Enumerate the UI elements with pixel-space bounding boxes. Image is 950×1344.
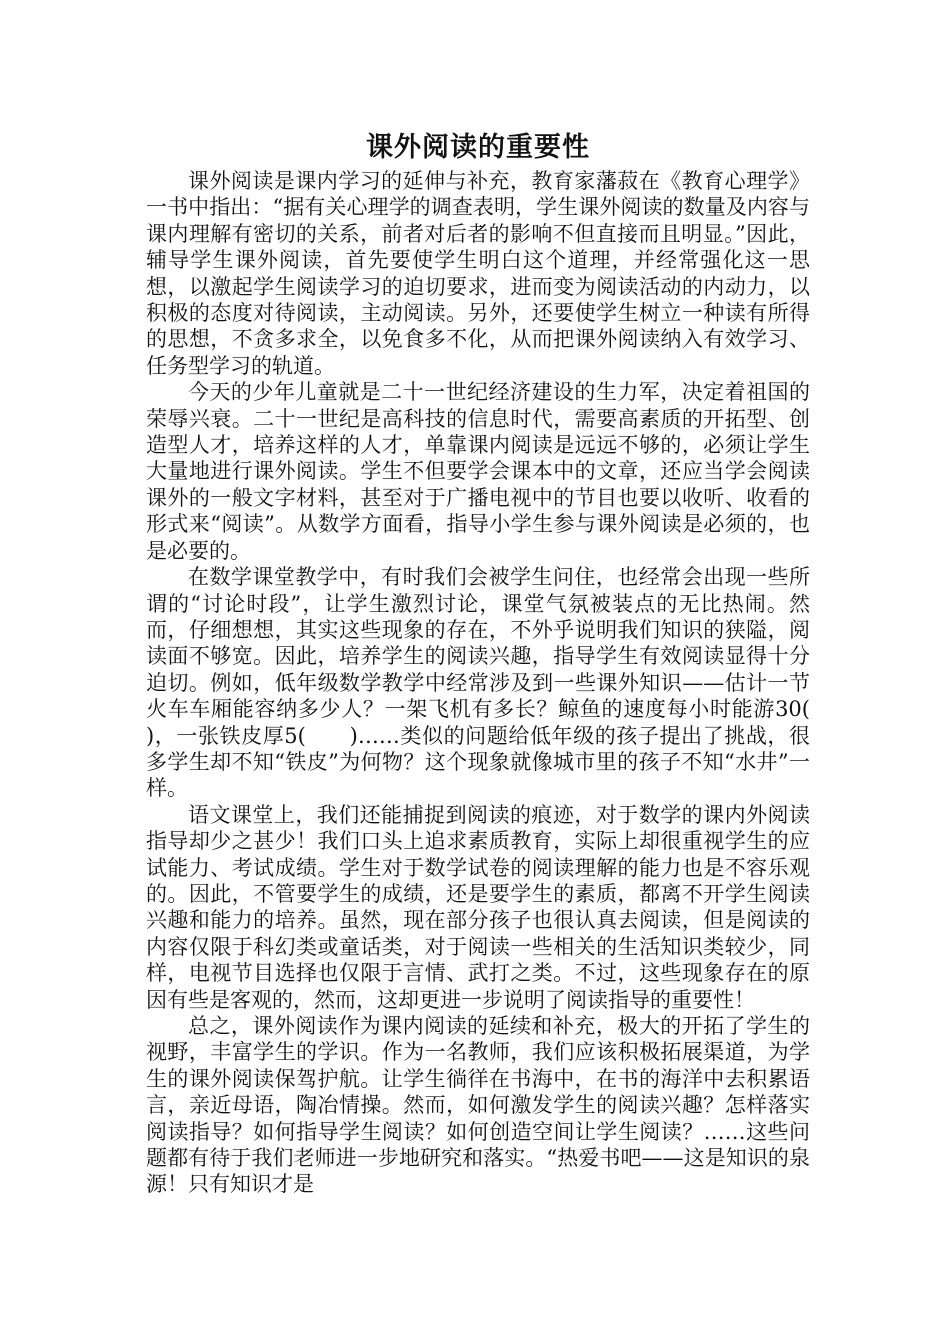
paragraph-1: 课外阅读是课内学习的延伸与补充，教育家藩菽在《教育心理学》一书中指出：“据有关心理学的调查表明，学生课外阅读的数量及内容与课内理解有密切的关系，前者对后者的影响不但直接而且明显。”因此，辅导学生课外阅读，首先要使学生明白这个道理，并经常强化这一思想，以激起学生阅读学习的迫切要求，进而变为阅读活动的内动力，以积极的态度对待阅读，主动阅读。另外，还要使学生树立一种读有所得的思想，不贪多求全，以免食多不化，从而把课外阅读纳入有效学习、任务型学习的轨道。 — [146, 169, 810, 378]
paragraph-4: 语文课堂上，我们还能捕捉到阅读的痕迹，对于数学的课内外阅读指导却少之甚少！我们口头上追求素质教育，实际上却很重视学生的应试能力、考试成绩。学生对于数学试卷的阅读理解的能力也是不容乐观的。因此，不管要学生的成绩，还是要学生的素质，都离不开学生阅读兴趣和能力的培养。虽然，现在部分孩子也很认真去阅读，但是阅读的内容仅限于科幻类或童话类，对于阅读一些相关的生活知识类较少，同样，电视节目选择也仅限于言情、武打之类。不过，这些现象存在的原因有些是客观的，然而，这却更进一步说明了阅读指导的重要性！ — [146, 802, 810, 1012]
document-title: 课外阅读的重要性 — [366, 132, 590, 163]
paragraph-2: 今天的少年儿童就是二十一世纪经济建设的生力军，决定着祖国的荣辱兴衰。二十一世纪是高科技的信息时代，需要高素质的开拓型、创造型人才，培养这样的人才，单靠课内阅读是远远不够的，必须让学生大量地进行课外阅读。学生不但要学会课本中的文章，还应当学会阅读课外的一般文字材料，甚至对于广播电视中的节目也要以收听、收看的形式来“阅读”。从数学方面看，指导小学生参与课外阅读是必须的，也是必要的。 — [146, 380, 810, 563]
paragraph-3: 在数学课堂教学中，有时我们会被学生问住，也经常会出现一些所谓的“讨论时段”，让学生激烈讨论，课堂气氛被装点的无比热闹。然而，仔细想想，其实这些现象的存在，不外乎说明我们知识的狭隘，阅读面不够宽。因此，培养学生的阅读兴趣，指导学生有效阅读显得十分迫切。例如，低年级数学教学中经常涉及到一些课外知识——估计一节火车车厢能容纳多少人？一架飞机有多长？鲸鱼的速度每小时能游30( )，一张铁皮厚5( )……类似的问题给低年级的孩子提出了挑战，很多学生却不知“铁皮”为何物？这个现象就像城市里的孩子不知“水井”一样。 — [146, 565, 852, 801]
paragraph-5: 总之，课外阅读作为课内阅读的延续和补充，极大的开拓了学生的视野，丰富学生的学识。作为一名教师，我们应该积极拓展渠道，为学生的课外阅读保驾护航。让学生徜徉在书海中，在书的海洋中去积累语言，亲近母语，陶冶情操。然而，如何激发学生的阅读兴趣？怎样落实阅读指导？如何指导学生阅读？如何创造空间让学生阅读？……这些问题都有待于我们老师进一步地研究和落实。“热爱书吧——这是知识的泉源！只有知识才是 — [146, 1014, 810, 1197]
document-page — [146, 128, 852, 1198]
